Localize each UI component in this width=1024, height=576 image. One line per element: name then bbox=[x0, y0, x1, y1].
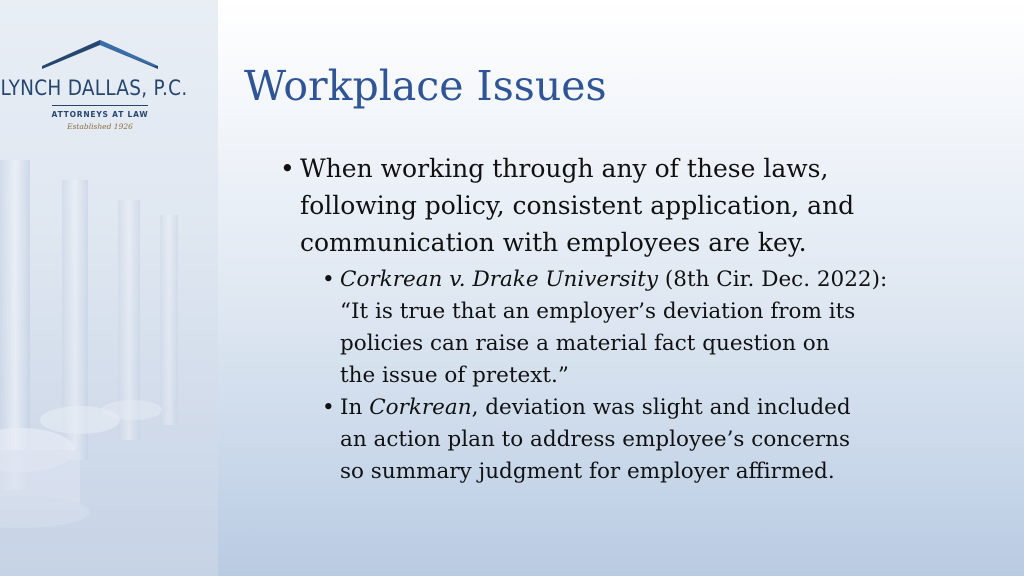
sidebar-panel bbox=[0, 0, 218, 576]
bullet-marker: • bbox=[280, 154, 295, 183]
slide-body bbox=[280, 150, 1010, 488]
main-bullet-line: When working through any of these laws, bbox=[300, 154, 829, 183]
logo-divider bbox=[52, 105, 148, 106]
sub-bullet-line: policies can raise a material fact question on bbox=[340, 331, 830, 356]
logo-established: Established 1926 bbox=[67, 122, 133, 131]
roof-icon bbox=[40, 36, 160, 72]
sub-bullet-line: “It is true that an employer’s deviation from its bbox=[340, 299, 856, 324]
sub-bullet-line: the issue of pretext.” bbox=[340, 363, 569, 388]
logo-tagline: ATTORNEYS AT LAW bbox=[51, 110, 149, 119]
main-bullet-line: communication with employees are key. bbox=[300, 228, 807, 257]
firm-logo bbox=[0, 36, 218, 146]
sub-bullet-line bbox=[340, 392, 1010, 424]
bullet-marker: • bbox=[322, 267, 335, 292]
prefix-text: In bbox=[340, 395, 370, 420]
courthouse-columns-image bbox=[0, 120, 218, 576]
slide-title: Workplace Issues bbox=[244, 62, 607, 110]
logo-firm-name: LYNCH DALLAS, P.C. bbox=[0, 76, 188, 100]
bullet-marker: • bbox=[322, 395, 335, 420]
sub-bullet-line: an action plan to address employee’s concerns bbox=[340, 427, 851, 452]
main-bullet bbox=[280, 150, 1010, 261]
sub-bullet-case-quote bbox=[322, 264, 1010, 392]
main-bullet-line: following policy, consistent application, and bbox=[300, 191, 855, 220]
case-citation: (8th Cir. Dec. 2022): bbox=[658, 267, 888, 292]
case-short-name: Corkrean bbox=[369, 395, 472, 420]
sub-bullet-line: so summary judgment for employer affirmed. bbox=[340, 459, 835, 484]
case-name: Corkrean v. Drake University bbox=[340, 267, 659, 292]
sub-bullet-outcome bbox=[322, 392, 1010, 488]
outcome-text: , deviation was slight and included bbox=[471, 395, 851, 420]
sub-bullet-line bbox=[340, 264, 1010, 296]
